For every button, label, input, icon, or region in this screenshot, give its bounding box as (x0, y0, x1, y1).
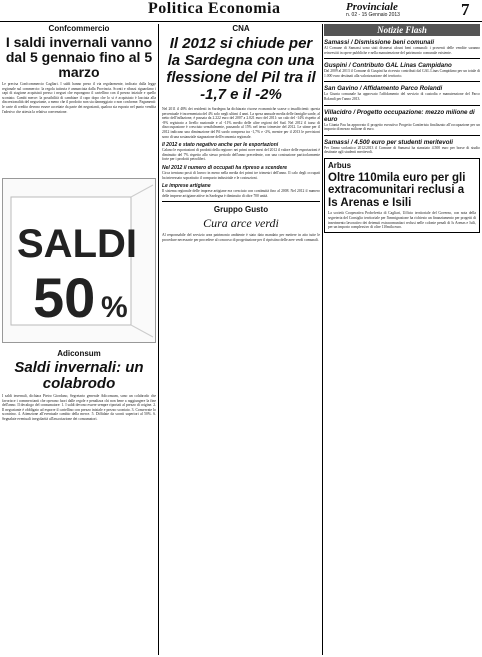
news-item-title: Samassi / 4.500 euro per studenti meritevoli (324, 138, 453, 146)
saldi-photo (2, 178, 156, 343)
news-item-title: Guspini / Contributo GAL Linas Campidano (324, 62, 452, 70)
article-body: Calano le esportazioni di prodotti della regione: nei primi nove mesi del 2012 il valore delle esportazioni è diminuito del 7% rispetto allo stesso periodo dell'anno precedente, con una contrazione particolarmente forte per i prodotti petroliferi. (162, 148, 320, 162)
article-kicker: Confcommercio (48, 24, 110, 33)
news-item-body: La Giunta Pau ha approvato il progetto esecutivo Progetto Cantierista finalizzato all'occupazione per un importo di mezzo milione di euro. (324, 122, 480, 132)
svg-text:50: 50 (33, 266, 96, 329)
article-body: La società Cooperativa Prohelvetia di Cagliari, Ufficio territoriale del Governo, con nota della segreteria del Consiglio territoriale per l'immigrazione ha richiesto un finanziamento per progetti di inserimento lavorativo dei detenuti extracomunitari reclusi nelle colonie penali di Is Arenas e Isili, per un importo complessivo di oltre 110mila euro. (328, 211, 476, 230)
news-item-body: Per l'anno scolastico 2012/2013 il Comune di Samassi ha stanziato 4.500 euro per borse di studio destinate agli studenti meritevoli. (324, 145, 480, 155)
article-kicker: Arbus (328, 160, 352, 170)
article-body: Circa trentuno posti di lavoro in meno nella media dei primi tre trimestri dell'anno. Il calo degli occupati ha interessato soprattutto il comparto industriale e le costruzioni. (162, 170, 320, 180)
article-body: Il sistema regionale delle imprese artigiane era cresciuto con continuità fino al 2008. Nel 2012 il numero delle imprese artigiane attive in Sardegna è diminuito di oltre 700 unità. (162, 189, 320, 198)
article-subheading: Il 2012 e stato negativo anche per le esportazioni (162, 142, 279, 149)
column-left (2, 24, 156, 655)
news-item-body: Al Comune di Samassi sono stati dismessi alcuni beni comunali: i proventi delle vendite saranno reinvestiti in opere pubbliche e nella manutenzione del patrimonio comunale esistente. (324, 46, 480, 55)
news-item-body: La Giunta comunale ha approvato l'affidamento del servizio di custodia e manutenzione del Parco Rolandi per l'anno 2013. (324, 92, 480, 101)
article-headline: Cura arce verdi (203, 216, 279, 231)
arbus-box (324, 158, 480, 233)
article-headline: I saldi invernali vanno dal 5 gennaio fino al 5 marzo (5, 34, 153, 80)
article-body: I saldi invernali, dichiara Pietro Giordano, Segretario generale Adiconsum, sono un colabrodo che favorisce i commercianti che operano fuori dalle regole e penalizza chi non bene a raggiungere la fine dell'anno. Il decalogo del consumatore: 1. I saldi devono essere sempre riportati al prezzo di origine. 2. Il negoziante è obbligato ad esporre il cartellino con prezzo iniziale e prezzo scontato. 3. Conservate lo scontrino. 4. Attenzione all'eventuale cambio della merce. 5. Diffidate da sconti superiori al 50%. 6. Segnalate eventuali irregolarità all'associazione dei consumatori. (2, 394, 156, 421)
article-body: Al responsabile del servizio area patrimonio ambiente è stato dato mandato per mettere in atto tutte le procedure necessarie per procedere al concorso di progettazione per il ripristino delle aree verdi comunali. (162, 233, 320, 242)
news-item-title: Villacidro / Progetto occupazione: mezzo milione di euro (324, 108, 475, 123)
article-kicker: CNA (232, 24, 250, 33)
section-divider (324, 105, 480, 106)
article-body: Le precisa Confcommercio Cagliari. I saldi hanno preso il via regolarmente, indicato dalla legge regionale sul commercio: la regola tuttavia è annunciata dalla Provincia. Sconti e ribassi riguardano i capi di stagione acquistati presso i negozi che espongono il cartellino con il prezzo iniziale e quello scontato. Cambi merce: la possibilità di cambiare il capo dopo che lo si è acquistato è lasciata alla discrezionalità del negoziante, a meno che il prodotto non sia danneggiato o non conforme. Pagamenti: le carte di credito devono essere accettate da parte dei negozianti, qualora sia esposto nel punto vendita l'adesivo che attesta la relativa convenzione. (2, 82, 156, 114)
article-subheading: Nel 2012 il numero di occupati ha ripreso a scendere (162, 164, 288, 171)
page-number: 7 (461, 0, 470, 19)
publication-logo: Provinciale (346, 1, 398, 13)
photo-text: SALDI (17, 222, 137, 266)
column-right (324, 24, 480, 655)
article-headline: Saldi invernali: un colabrodo (14, 359, 144, 392)
article-kicker: Gruppo Gusto (213, 205, 269, 215)
notizie-flash-banner: Notizie Flash (324, 24, 480, 36)
page-header (0, 0, 482, 22)
svg-text:%: % (101, 291, 128, 324)
article-headline: Oltre 110mila euro per gli extracomunitari reclusi a Is Arenas e Isili (328, 171, 466, 209)
column-center (162, 24, 320, 655)
news-item-title: Samassi / Dismissione beni comunali (324, 39, 435, 46)
news-item-title: San Gavino / Affidamento Parco Rolandi (324, 85, 443, 93)
section-divider (324, 58, 480, 59)
section-title: Politica Economia (148, 0, 281, 17)
article-subheading: Le imprese artigiane (162, 183, 211, 190)
news-item-body: Dal 2009 al 2013 il Comune di Guspini ha ricevuto contributi dal GAL Linas Campidano per un totale di 1.000 euro destinati alla valorizzazione del territorio. (324, 69, 480, 78)
column-divider (322, 24, 323, 655)
article-body: Nel 2011 il 48% dei residenti in Sardegna ha dichiarato risorse economiche scarse o insufficienti: questa percentuale è incrementata del 4% solo negli ultimi 4 anni. La spesa annuale media delle famiglie sarde, al netto dell'inflazione, è passata da 2.222 euro del 2007 a 2.021 euro del 2011: un calo del -14% rispetto al -8% registrato a livello nazionale e al -11% medio delle altre regioni del Sud. Nel 2012 il tasso di disoccupazione è cresciuto sensibilmente, passando al 15% nel terzo trimestre del 2012. Le stime per il 2012 indicano una diminuzione del Pil sardo compresa tra -1,7% e -2%, mentre per il 2013 le previsioni sono di una sostanziale stagnazione dell'economia regionale. (162, 107, 320, 139)
issue-date: n. 02 - 15 Gennaio 2013 (346, 12, 400, 18)
section-divider (324, 135, 480, 136)
section-divider (324, 81, 480, 82)
column-divider (158, 24, 159, 655)
saldi-poster-image (3, 179, 155, 342)
article-headline: Il 2012 si chiude per la Sardegna con una flessione del Pil tra il -1,7 e il -2% (166, 35, 316, 103)
article-kicker: Adiconsum (57, 349, 101, 358)
section-divider (162, 201, 320, 202)
